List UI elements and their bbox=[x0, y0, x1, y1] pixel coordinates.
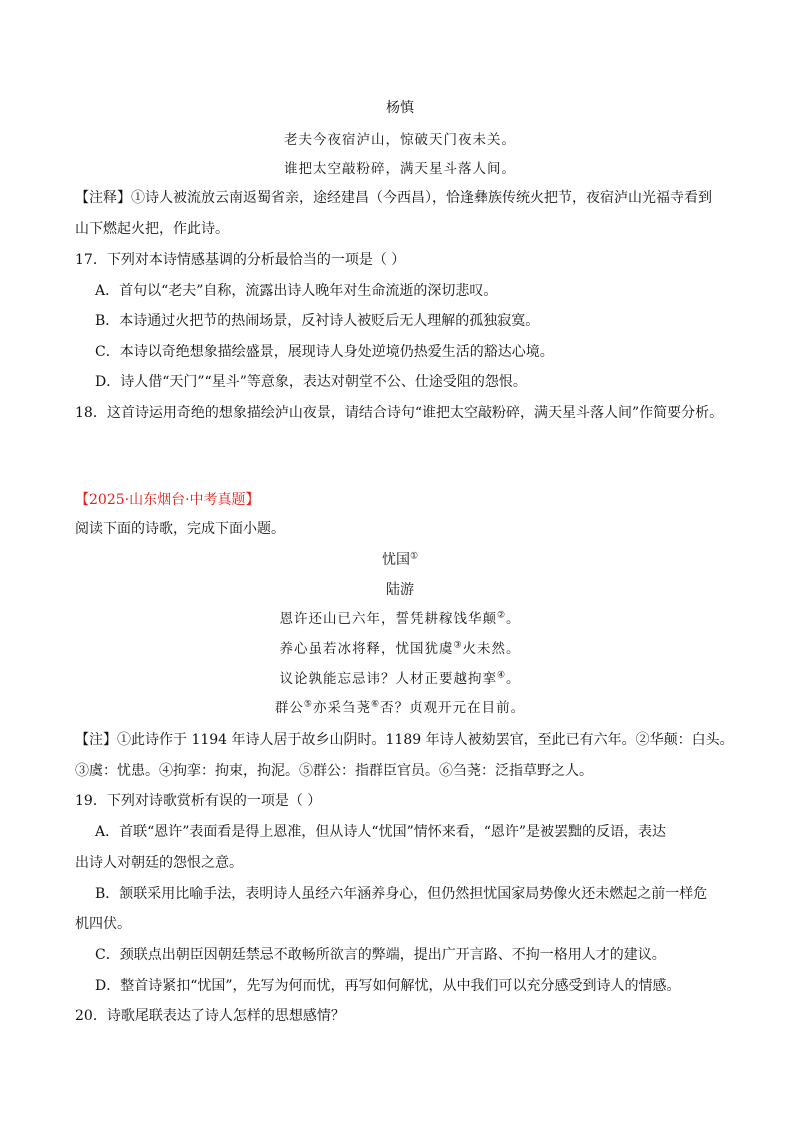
poem-line: 群公⑤亦采刍荛⑥否？贞观开元在目前。 bbox=[274, 699, 526, 716]
footnote-marker: ④ bbox=[496, 670, 507, 681]
poem-line: 老夫今夜宿泸山，惊破天门夜未关。 bbox=[284, 132, 516, 148]
footnote-marker: ③ bbox=[453, 640, 463, 651]
question-20: 20．诗歌尾联表达了诗人怎样的思想感情？ bbox=[75, 1008, 345, 1024]
reading-instruction: 阅读下面的诗歌，完成下面小题。 bbox=[75, 521, 285, 537]
poem-line: 议论孰能忘忌讳？人材正要越拘挛④。 bbox=[279, 670, 521, 687]
annotation-line: 山下燃起火把，作此诗。 bbox=[75, 221, 229, 237]
poem-author: 杨慎 bbox=[386, 100, 414, 116]
poem-line: 养心虽若冰将释，忧国犹虞③火未然。 bbox=[279, 640, 521, 657]
footnote-marker: ① bbox=[409, 551, 419, 562]
q19-option-c: C．颈联点出朝臣因朝廷禁忌不敢畅所欲言的弊端，提出广开言路、不拘一格用人才的建议。 bbox=[95, 947, 666, 963]
footnote-marker: ② bbox=[496, 610, 507, 621]
q17-option-c: C．本诗以奇绝想象描绘盛景，展现诗人身处逆境仍热爱生活的豁达心境。 bbox=[95, 344, 554, 360]
q19-option-d: D．整首诗紧扣“忧国”，先写为何而忧，再写如何解忧，从中我们可以充分感受到诗人的情感。 bbox=[95, 978, 681, 994]
q17-option-d: D．诗人借“天门”“星斗”等意象，表达对朝堂不公、仕途受阻的怨恨。 bbox=[95, 374, 527, 390]
poem-line: 谁把太空敲粉碎，满天星斗落人间。 bbox=[284, 161, 516, 177]
poem-line: 恩许还山已六年，誓凭耕稼饯华颠②。 bbox=[279, 610, 521, 627]
poem-author: 陆游 bbox=[386, 582, 414, 598]
question-18: 18．这首诗运用奇绝的想象描绘泸山夜景，请结合诗句“谁把太空敲粉碎，满天星斗落人间”作简要分析。 bbox=[75, 405, 724, 421]
poem-title: 忧国① bbox=[381, 551, 419, 568]
q19-option-a-cont: 出诗人对朝廷的怨恨之意。 bbox=[75, 855, 243, 871]
annotation-line: ③虞：忧患。④拘挛：拘束，拘泥。⑤群公：指群臣官员。⑥刍荛：泛指草野之人。 bbox=[75, 763, 593, 779]
q17-option-b: B．本诗通过火把节的热闹场景，反衬诗人被贬后无人理解的孤独寂寞。 bbox=[95, 313, 540, 329]
q19-option-b: B．颔联采用比喻手法，表明诗人虽经六年涵养身心，但仍然担忧国家局势像火还未燃起之前一样危 bbox=[95, 886, 708, 902]
q19-option-a: A．首联“恩许”表面看是得上恩准，但从诗人“忧国”情怀来看，“恩许”是被罢黜的反语，表达 bbox=[95, 824, 667, 840]
footnote-marker: ⑤ bbox=[303, 699, 313, 710]
source-tag: 【2025·山东烟台·中考真题】 bbox=[75, 492, 260, 508]
annotation-line: 【注】①此诗作于 1194 年诗人居于故乡山阴时。1189 年诗人被劾罢官，至此已有六年。②华颠：白头。 bbox=[75, 732, 734, 748]
footnote-marker: ⑥ bbox=[371, 699, 381, 710]
question-19: 19．下列对诗歌赏析有误的一项是（ ） bbox=[75, 793, 322, 809]
question-17: 17．下列对本诗情感基调的分析最恰当的一项是（ ） bbox=[75, 252, 406, 268]
q17-option-a: A．首句以“老夫”自称，流露出诗人晚年对生命流逝的深切悲叹。 bbox=[95, 283, 498, 299]
annotation-line: 【注释】①诗人被流放云南返蜀省亲，途经建昌（今西昌），恰逢彝族传统火把节，夜宿泸山光福寺看到 bbox=[75, 190, 712, 206]
q19-option-b-cont: 机四伏。 bbox=[75, 916, 131, 932]
